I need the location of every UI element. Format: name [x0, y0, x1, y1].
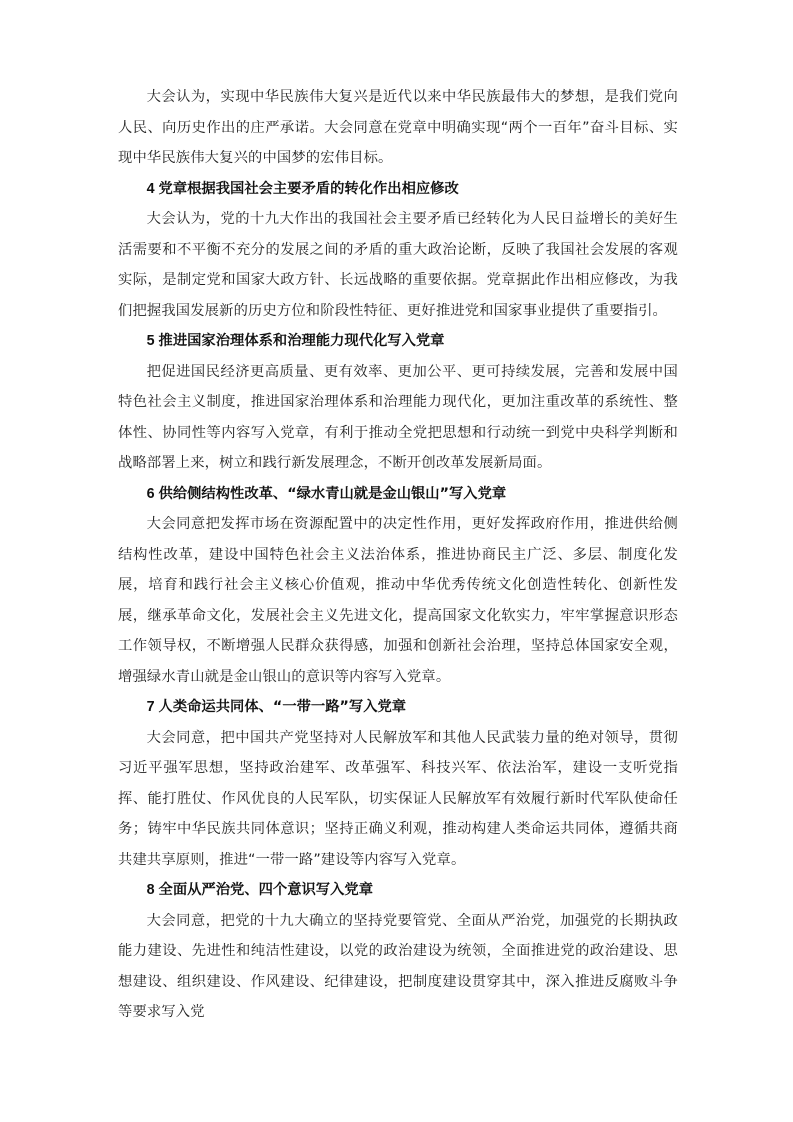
section-heading-5	[118, 326, 678, 357]
section-heading-7	[118, 692, 678, 723]
paragraph-3: 把促进国民经济更高质量、更有效率、更加公平、更可持续发展，完善和发展中国特色社会主义制度，推进国家治理体系和治理能力现代化，更加注重改革的系统性、整体性、协同性等内容写入党章，有利于推动全党把思想和行动统一到党中央科学判断和战略部署上来，树立和践行新发展理念，不断开创改革发展新局面。	[118, 363, 678, 471]
section-number: 4	[146, 180, 155, 197]
section-heading-6	[118, 479, 678, 510]
section-title: 全面从严治党、四个意识写入党章	[158, 882, 373, 898]
section-heading-8	[118, 875, 678, 906]
paragraph-5: 大会同意，把中国共产党坚持对人民解放军和其他人民武装力量的绝对领导，贯彻习近平强军思想，坚持政治建军、改革强军、科技兴军、依法治军，建设一支听党指挥、能打胜仗、作风优良的人民军队，切实保证人民解放军有效履行新时代军队使命任务；铸牢中华民族共同体意识；坚持正确义利观，推动构建人类命运共同体，遵循共商共建共享原则，推进“一带一路”建设等内容写入党章。	[118, 729, 678, 868]
paragraph-4: 大会同意把发挥市场在资源配置中的决定性作用，更好发挥政府作用，推进供给侧结构性改革，建设中国特色社会主义法治体系，推进协商民主广泛、多层、制度化发展，培育和践行社会主义核心价值观，推动中华优秀传统文化创造性转化、创新性发展，继承革命文化，发展社会主义先进文化，提高国家文化软实力，牢牢掌握意识形态工作领导权，不断增强人民群众获得感，加强和创新社会治理，坚持总体国家安全观，增强绿水青山就是金山银山的意识等内容写入党章。	[118, 516, 678, 685]
paragraph-6: 大会同意，把党的十九大确立的坚持党要管党、全面从严治党，加强党的长期执政能力建设、先进性和纯洁性建设，以党的政治建设为统领，全面推进党的政治建设、思想建设、组织建设、作风建设、纪律建设，把制度建设贯穿其中，深入推进反腐败斗争等要求写入党	[118, 912, 678, 1020]
section-number: 8	[146, 882, 155, 898]
section-title: 推进国家治理体系和治理能力现代化写入党章	[158, 333, 445, 349]
section-title: 党章根据我国社会主要矛盾的转化作出相应修改	[158, 180, 459, 197]
document-body	[118, 82, 678, 1028]
section-number: 6	[146, 485, 155, 502]
paragraph-1: 大会认为，实现中华民族伟大复兴是近代以来中华民族最伟大的梦想，是我们党向人民、向历史作出的庄严承诺。大会同意在党章中明确实现“两个一百年”奋斗目标、实现中华民族伟大复兴的中国梦的宏伟目标。	[118, 89, 678, 166]
section-number: 7	[146, 699, 155, 715]
paragraph-2: 大会认为，党的十九大作出的我国社会主要矛盾已经转化为人民日益增长的美好生活需要和不平衡不充分的发展之间的矛盾的重大政治论断，反映了我国社会发展的客观实际，是制定党和国家大政方针、长远战略的重要依据。党章据此作出相应修改，为我们把握我国发展新的历史方位和阶段性特征、更好推进党和国家事业提供了重要指引。	[118, 211, 678, 319]
section-title: 供给侧结构性改革、“绿水青山就是金山银山”写入党章	[158, 485, 507, 502]
section-title: 人类命运共同体、“一带一路”写入党章	[158, 699, 407, 715]
section-heading-4	[118, 174, 678, 205]
section-number: 5	[146, 333, 155, 349]
